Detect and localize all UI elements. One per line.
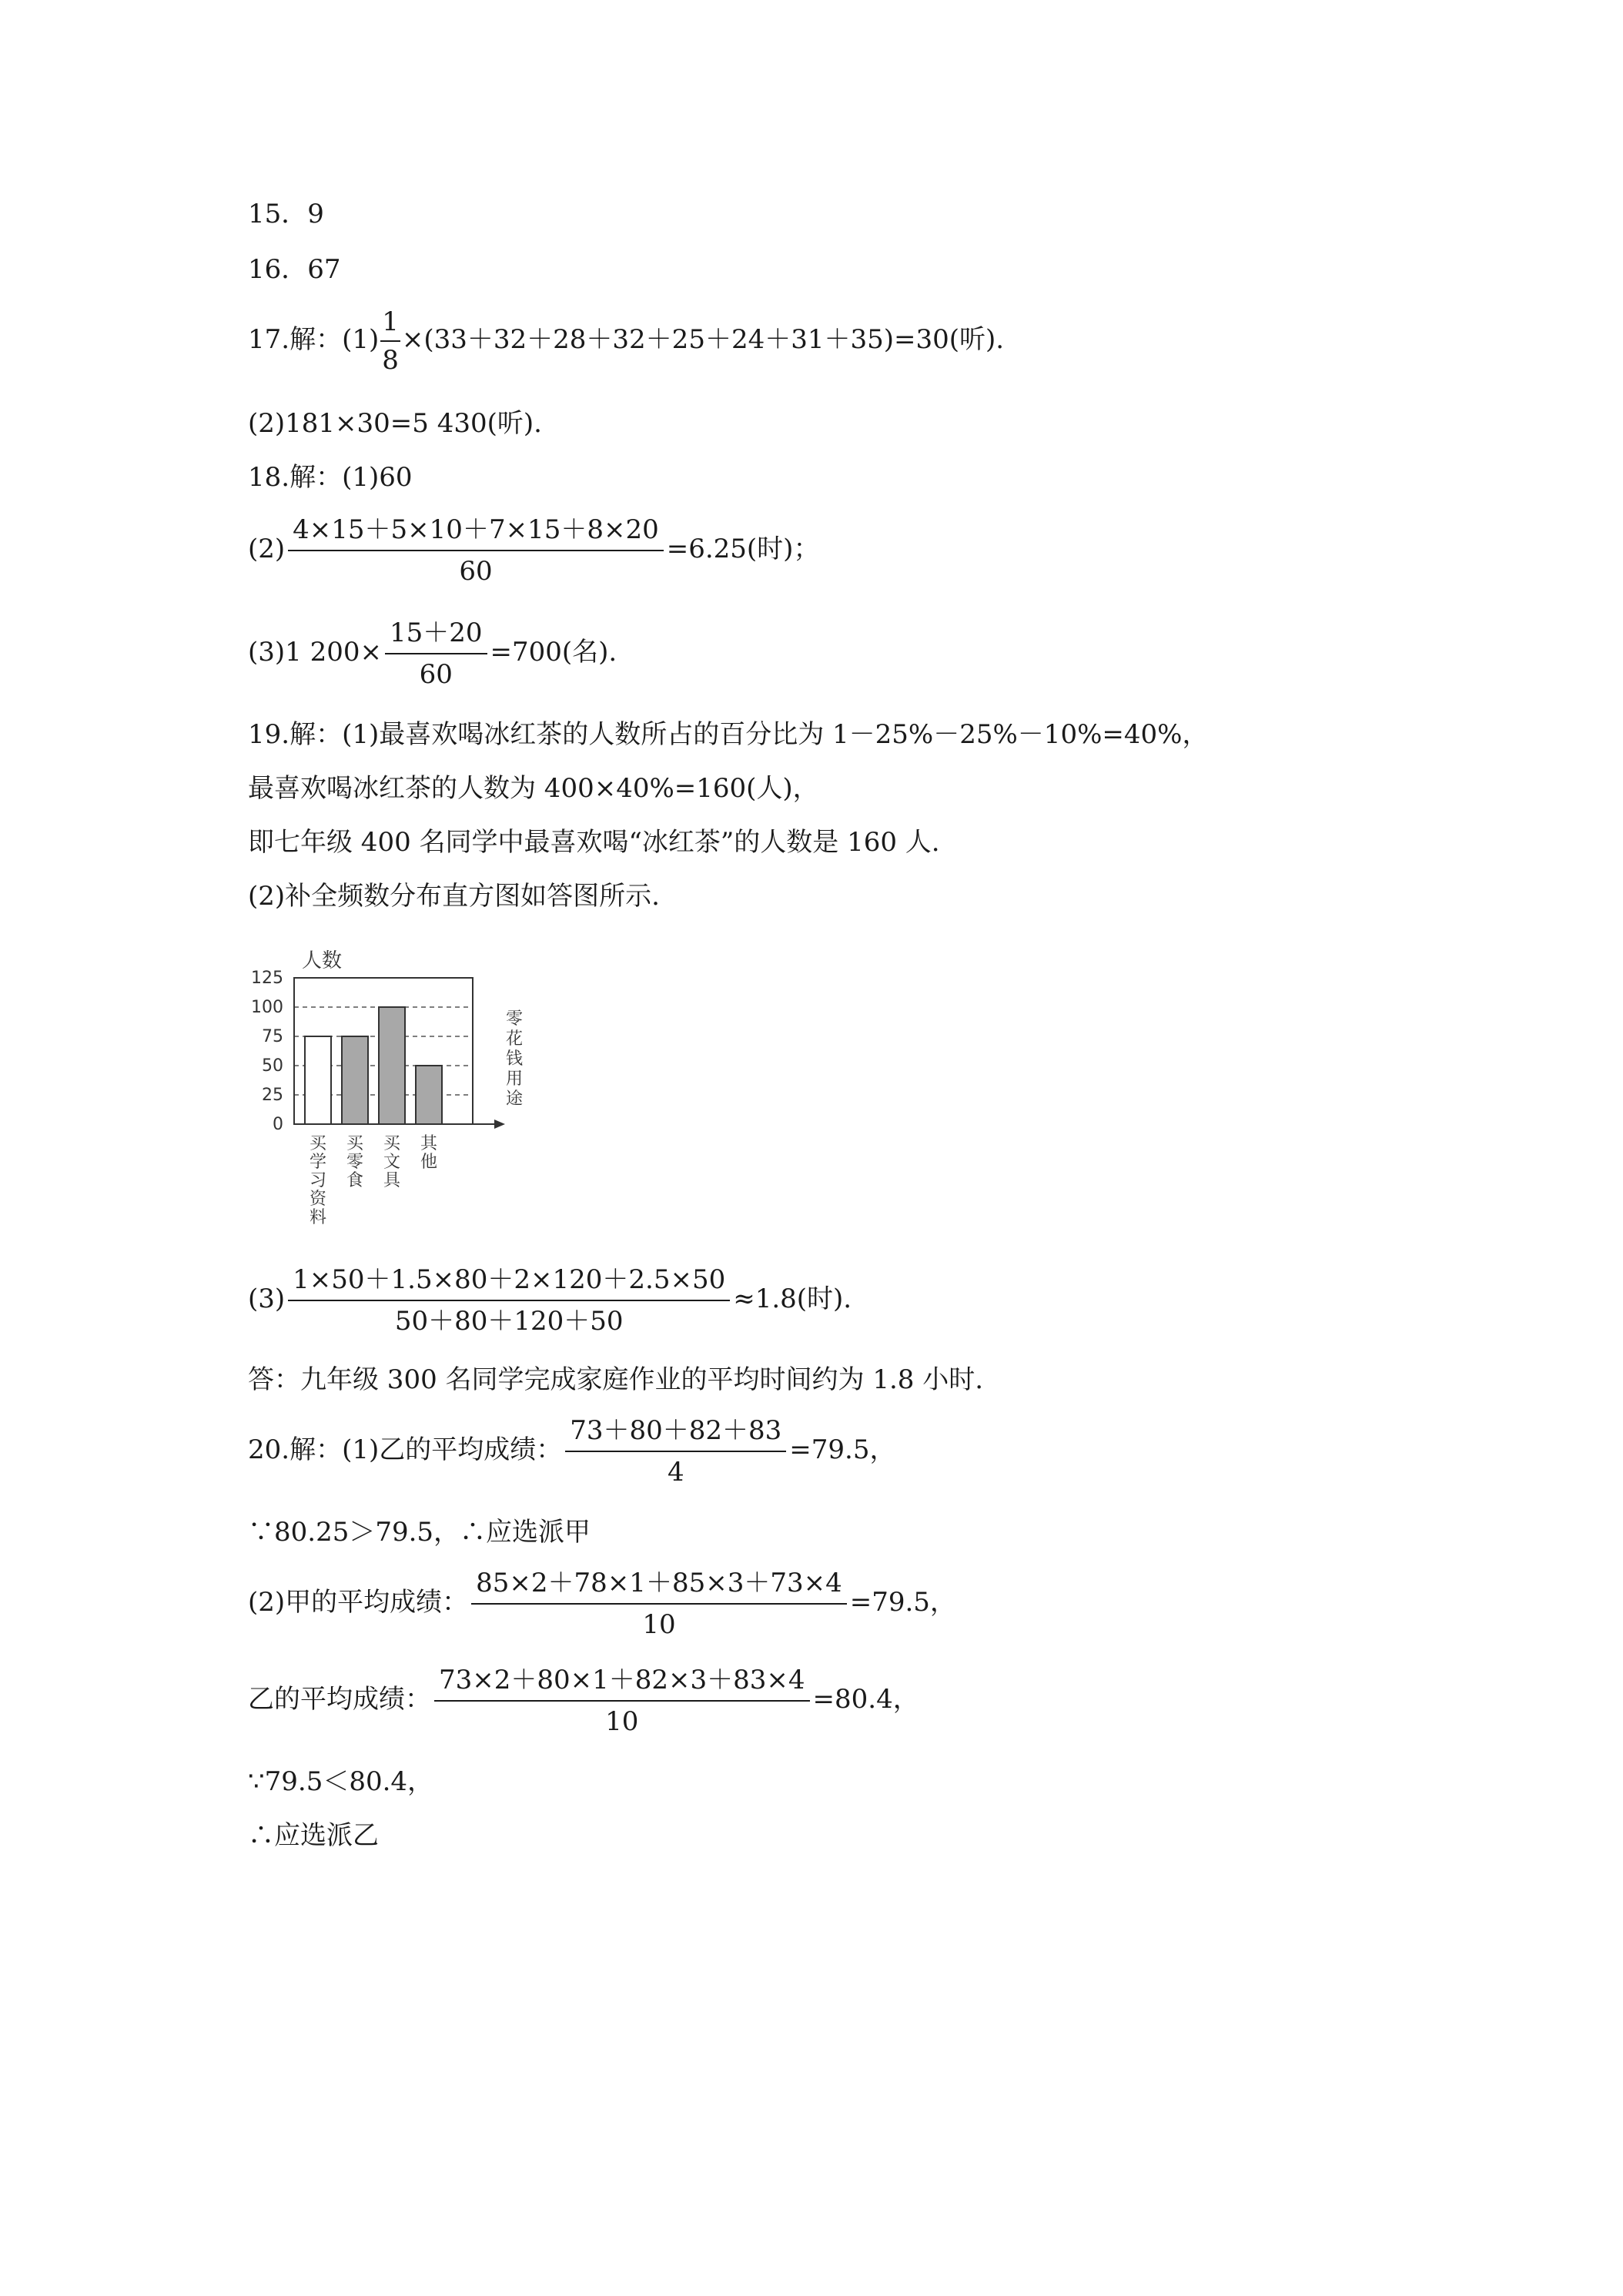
category-label-char: 食 [346,1171,364,1190]
y-tick-label: 75 [262,1027,283,1046]
x-axis-arrow [494,1120,505,1129]
answer-19-line-1: 19.解：(1)最喜欢喝冰红茶的人数所占的百分比为 1－25%－25%－10%=40%， [248,719,1209,750]
y-tick-labels [251,969,283,1134]
category-label-char: 买 [383,1134,401,1153]
answer-19-conclusion: 答：九年级 300 名同学完成家庭作业的平均时间约为 1.8 小时. [248,1364,984,1395]
y-tick-label: 25 [262,1086,283,1105]
answer-18-part-2 [248,513,819,588]
y-tick-label: 100 [251,998,283,1017]
result: =80.4， [812,1684,919,1715]
denominator: 8 [382,345,399,376]
fraction [434,1663,810,1739]
answer-20-line-2: ∵80.25＞79.5，∴应选派甲 [248,1517,591,1548]
label: 乙的平均成绩： [248,1684,431,1715]
label: 20.解：(1)乙的平均成绩： [248,1434,563,1465]
answer-20-part-2 [248,1566,956,1642]
numerator: 1×50＋1.5×80＋2×120＋2.5×50 [288,1263,730,1301]
result: =6.25(时)； [666,534,820,564]
answer-20-part-1 [248,1414,896,1489]
y-tick-label: 125 [251,969,283,988]
numerator: 73＋80＋82＋83 [565,1414,786,1452]
answer-18-part-1: 18.解：(1)60 [248,462,413,493]
category-label-char: 买 [346,1134,364,1153]
answer-20-line-5: ∵79.5＜80.4， [248,1766,434,1797]
denominator: 10 [605,1706,639,1737]
answer-19-line-2: 最喜欢喝冰红茶的人数为 400×40%=160(人)， [248,773,819,804]
answer-19-line-4: (2)补全频数分布直方图如答图所示. [248,881,660,912]
fraction [380,305,400,377]
bar [416,1066,442,1124]
result: =700(名). [490,637,617,668]
bar [379,1007,405,1124]
y-axis-label: 人数 [302,949,343,972]
category-label-char: 料 [309,1208,327,1227]
answer-19-part-3 [248,1263,852,1338]
denominator: 4 [667,1457,684,1488]
denominator: 10 [642,1609,676,1640]
numerator: 15＋20 [385,616,487,654]
y-tick-label: 50 [262,1056,283,1076]
x-axis-label-char: 用 [505,1069,524,1089]
category-label-char: 习 [309,1171,327,1190]
x-axis-label-char: 途 [505,1089,524,1109]
result: =79.5， [849,1587,956,1618]
bar [305,1036,331,1124]
x-axis-label-char: 钱 [505,1049,524,1069]
label: (3) [248,1284,286,1314]
y-tick-label: 0 [273,1115,283,1134]
category-label-char: 具 [383,1171,401,1190]
histogram-chart [248,947,540,1240]
result: ≈1.8(时). [733,1284,852,1314]
x-axis-label-char: 花 [505,1029,524,1049]
category-label-char: 买 [309,1134,327,1153]
answer-17-part-2: (2)181×30=5 430(听). [248,408,542,439]
result: =79.5， [789,1434,896,1465]
category-label-char: 零 [346,1153,364,1172]
fraction [288,513,664,588]
category-label-char: 他 [420,1153,438,1172]
fraction [565,1414,786,1489]
category-label-char: 资 [309,1190,327,1209]
answer-15: 15．9 [248,199,324,229]
label: (2)甲的平均成绩： [248,1587,469,1618]
label: (3)1 200× [248,637,382,668]
label: (2) [248,534,286,564]
denominator: 60 [459,556,493,587]
expression: ×(33＋32＋28＋32＋25＋24＋31＋35)=30(听). [401,324,1005,355]
category-label-char: 文 [383,1153,401,1172]
category-label-char: 其 [420,1134,438,1153]
bar [342,1036,368,1124]
denominator: 60 [419,659,453,690]
category-label-char: 学 [309,1153,327,1172]
label: 17.解：(1) [248,324,380,355]
numerator: 4×15＋5×10＋7×15＋8×20 [288,513,664,551]
numerator: 73×2＋80×1＋82×3＋83×4 [434,1663,810,1702]
denominator: 50＋80＋120＋50 [394,1306,624,1337]
fraction [385,616,487,691]
answer-16: 16．67 [248,254,341,285]
fraction [471,1566,847,1642]
x-axis-label [506,1009,523,1109]
category-labels [310,1134,438,1227]
answer-20-line-4 [248,1663,919,1739]
numerator: 1 [380,305,400,342]
fraction [288,1263,730,1338]
answer-19-line-3: 即七年级 400 名同学中最喜欢喝“冰红茶”的人数是 160 人. [248,827,940,858]
x-axis-label-char: 零 [505,1009,524,1029]
numerator: 85×2＋78×1＋85×3＋73×4 [471,1566,847,1605]
answer-18-part-3 [248,616,617,691]
answer-20-line-6: ∴应选派乙 [248,1820,379,1851]
answer-17-part-1 [248,305,1004,377]
